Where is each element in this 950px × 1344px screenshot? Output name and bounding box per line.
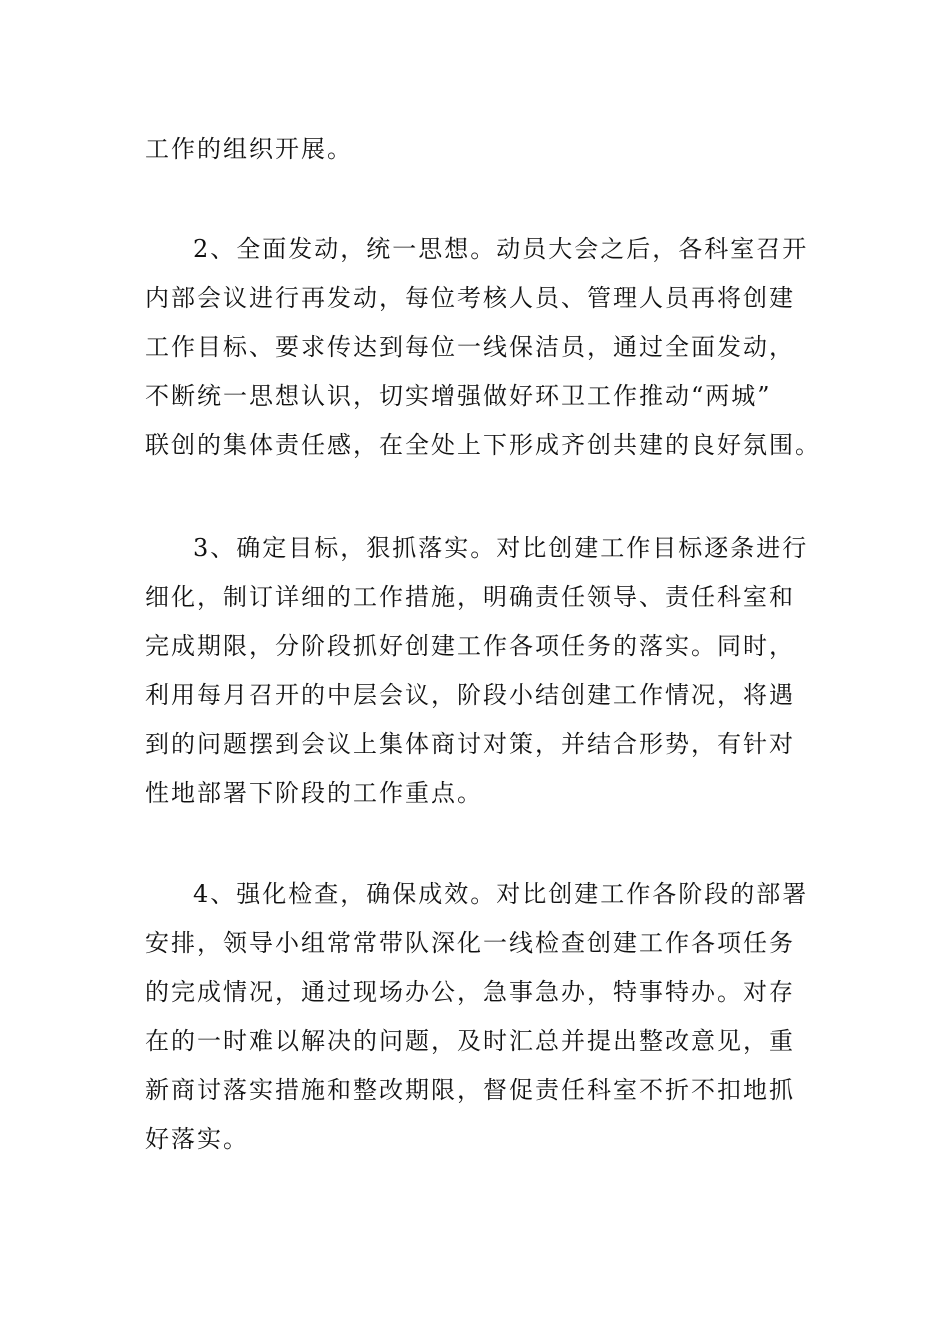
paragraph-line: 利用每月召开的中层会议，阶段小结创建工作情况，将遇 [145,681,795,709]
paragraph-line: 工作目标、要求传达到每位一线保洁员，通过全面发动， [145,333,795,361]
paragraph-line: 4、强化检查，确保成效。对比创建工作各阶段的部署 [193,880,809,908]
paragraph-line: 3、确定目标，狠抓落实。对比创建工作目标逐条进行 [193,534,809,562]
paragraph-line: 性地部署下阶段的工作重点。 [145,779,483,807]
continuation-paragraph [145,125,807,174]
paragraph-line: 内部会议进行再发动，每位考核人员、管理人员再将创建 [145,284,795,312]
paragraph-line: 完成期限，分阶段抓好创建工作各项任务的落实。同时， [145,632,795,660]
paragraph-line: 新商讨落实措施和整改期限，督促责任科室不折不扣地抓 [145,1076,795,1104]
paragraph-line: 工作的组织开展。 [145,135,353,163]
paragraph-line: 好落实。 [145,1125,249,1153]
paragraph-line: 不断统一思想认识，切实增强做好环卫工作推动“两城” [145,382,772,410]
paragraph-4-inspection [145,870,807,1164]
paragraph-2-mobilization [145,225,821,470]
paragraph-line: 2、全面发动，统一思想。动员大会之后，各科室召开 [193,235,809,263]
paragraph-line: 在的一时难以解决的问题，及时汇总并提出整改意见，重 [145,1027,795,1055]
paragraph-line: 安排，领导小组常常带队深化一线检查创建工作各项任务 [145,929,795,957]
paragraph-line: 的完成情况，通过现场办公，急事急办，特事特办。对存 [145,978,795,1006]
paragraph-line: 细化，制订详细的工作措施，明确责任领导、责任科室和 [145,583,795,611]
paragraph-3-targets [145,524,807,818]
paragraph-line: 联创的集体责任感，在全处上下形成齐创共建的良好氛围。 [145,431,821,459]
paragraph-line: 到的问题摆到会议上集体商讨对策，并结合形势，有针对 [145,730,795,758]
